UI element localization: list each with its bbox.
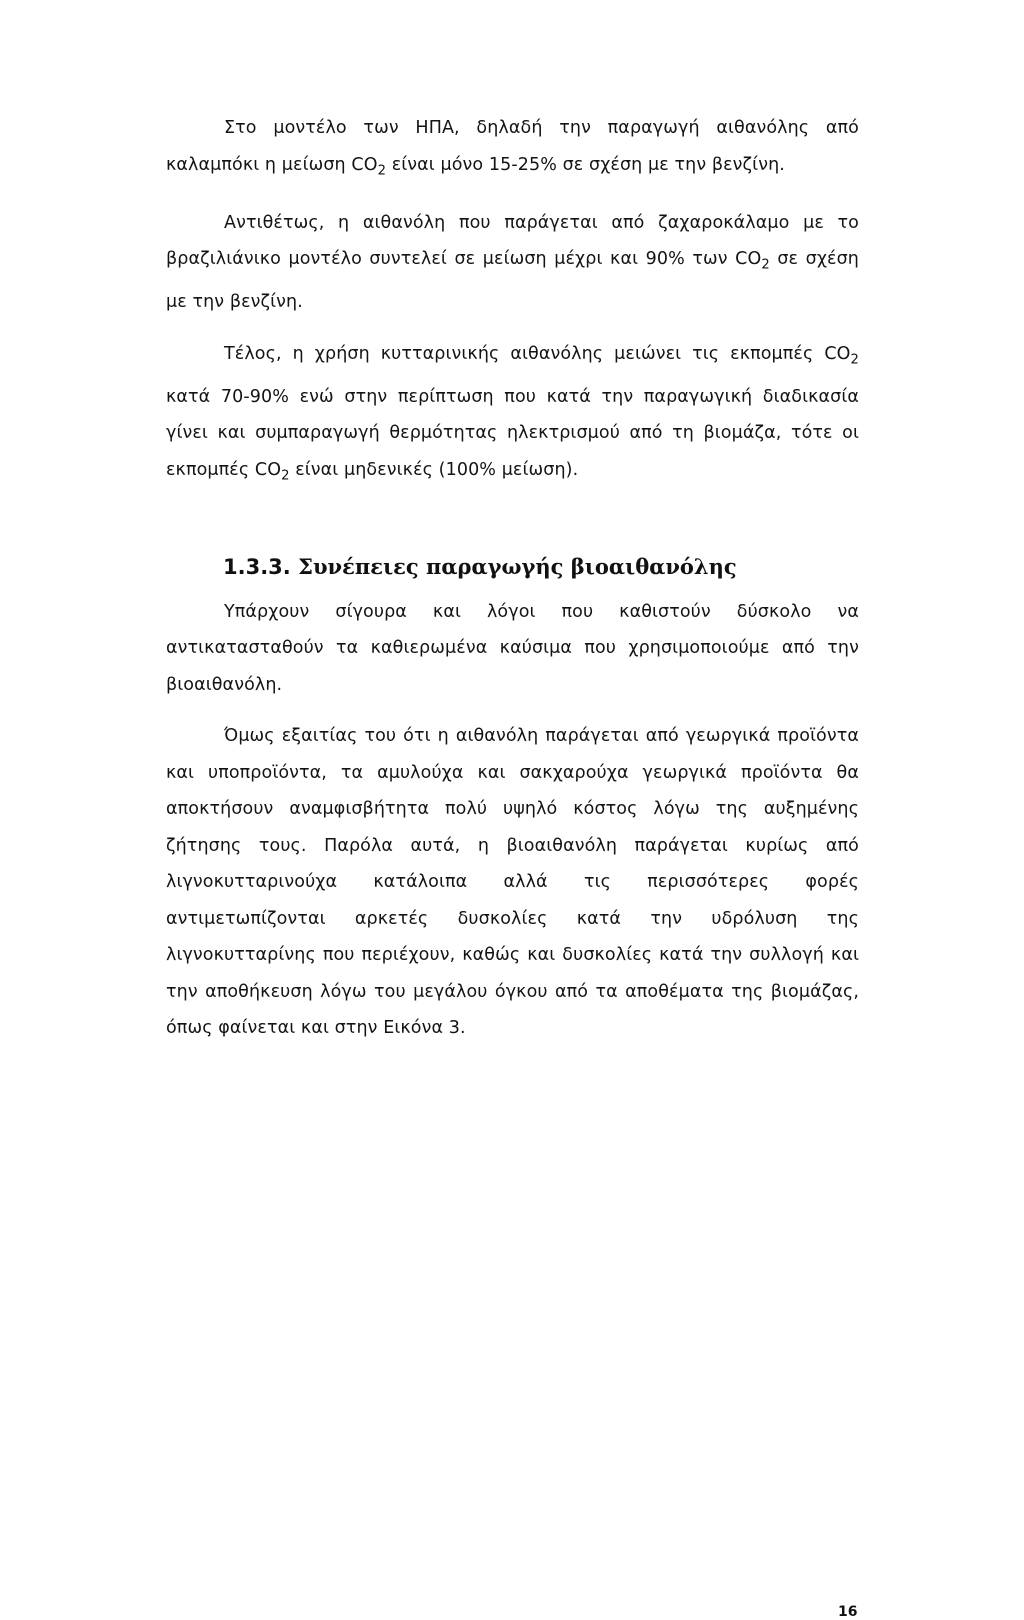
paragraph-cellulosic-ethanol: Τέλος, η χρήση κυτταρινικής αιθανόλης μειώνει τις εκπομπές $CO_2$ κατά 70-90% ενώ στην περίπτωση που κατά την παραγωγική διαδικασία γίνει και συμπαραγωγή θερμότητας ηλεκτρισμού από τη βιομάζα, τότε οι εκπομπές $CO_2$ είναι μηδενικές (100% μείωση). [166, 343, 859, 483]
section-number: 1.3.3. [223, 554, 291, 579]
section-title: Συνέπειες παραγωγής βιοαιθανόλης [298, 553, 737, 579]
paragraph-brazil-model: Αντιθέτως, η αιθανόλη που παράγεται από ζαχαροκάλαμο με το βραζιλιάνικο μοντέλο συντελεί σε μείωση μέχρι και 90% των $CO_2$ σε σχέση με την βενζίνη. [166, 212, 859, 312]
paragraph-agricultural-costs: Όμως εξαιτίας του ότι η αιθανόλη παράγεται από γεωργικά προϊόντα και υποπροϊόντα, τα αμυλούχα και σακχαρούχα γεωργικά προϊόντα θα αποκτήσουν αναμφισβήτητα πολύ υψηλό κόστος λόγω της αυξημένης ζήτησης τους. Παρόλα αυτά, η βιοαιθανόλη παράγεται κυρίως από λιγνοκυτταρινούχα κατάλοιπα αλλά τις περισσότερες φορές αντιμετωπίζονται αρκετές δυσκολίες κατά την υδρόλυση της λιγνοκυτταρίνης που περιέχουν, καθώς και δυσκολίες κατά την συλλογή και την αποθήκευση λόγω του μεγάλου όγκου από τα αποθέματα της βιομάζας, όπως φαίνεται και στην Εικόνα 3. [166, 726, 859, 1038]
page-content [166, 110, 859, 1047]
section-heading [223, 549, 859, 585]
paragraph-us-model: Στο μοντέλο των ΗΠΑ, δηλαδή την παραγωγή αιθανόλης από καλαμπόκι η μείωση $CO_2$ είναι μόνο 15-25% σε σχέση με την βενζίνη. [166, 118, 859, 178]
page-number: 16 [838, 1604, 858, 1620]
paragraph-difficulties: Υπάρχουν σίγουρα και λόγοι που καθιστούν δύσκολο να αντικατασταθούν τα καθιερωμένα καύσιμα που χρησιμοποιούμε από την βιοαιθανόλη. [166, 601, 859, 695]
